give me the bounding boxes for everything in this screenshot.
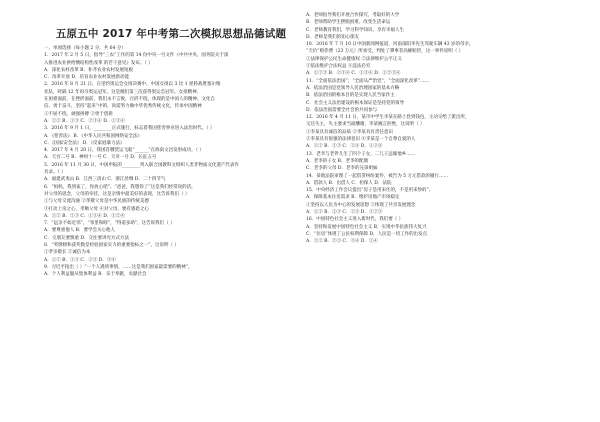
text-line: C．改革开放 D．培育农业农村发展新动能 <box>44 75 129 81</box>
text-line: ①与父母交流沟通 ②孝敬父母是中华民族的传统美德 <box>44 199 149 205</box>
text-line: 4．2017 年 4 月 20 日，我国首艘货运飞船“______”在海南文昌发射成功。（ ） <box>44 148 204 154</box>
text-line: 16．中国特色社会主义进入新时代，我们要（ ） <box>306 217 404 223</box>
text-line: 13．老李与老伴儿生了四个子女，二儿子远嫁他乡…… <box>306 151 416 157</box>
text-line: 12．2016 年 4 月 11 日，某市中学生李某在路上捡到钱包，主动交给了派出所， <box>306 115 470 121</box>
text-line: 15．中央经济工作会议提出“房子是用来住的，不是用来炒的”。 <box>306 188 434 194</box>
text-line: 在困难面前，在挫折面前，我们永不言败，百折不挠，体现的是中国人的精神、文化自 <box>44 97 215 103</box>
text-line: ③李某具有很强的法律意识 ④李某是一个自尊自爱的人 <box>306 137 416 143</box>
text-line: C．社会主义法治建设的根本保证是坚持党的领导 <box>306 100 404 106</box>
right-question-list <box>306 12 576 246</box>
text-line: 名录。（ ） <box>44 170 66 176</box>
text-line: A．①② B．①③ C．②④ D．①②④ <box>306 144 383 150</box>
text-line: A．老李的子女 B．老李的配偶 <box>306 158 368 164</box>
text-line: 8．“奖牌榜和获奖数是检验国家实力的重要指标之一”，这说明（ ） <box>44 243 179 249</box>
text-line: ③依法维护合法权益 ④违法必究 <box>306 64 371 70</box>
text-line: 2．2016 年 8 月 21 日，在里约奥运会女排决赛中，中国女排以 3 比 1 逆转战胜塞尔维 <box>44 82 221 88</box>
text-line: 对父母的思念，父母的牵挂，这是亲情中最美好的表现，这告诉我们（ ） <box>44 191 190 197</box>
text-line: A．《慈善法》 B．《中华人民共和国网络安全法》 <box>44 133 142 139</box>
left-column <box>44 0 298 279</box>
text-line: D．老师是我们的知心朋友 <box>306 34 360 40</box>
text-line: 1．2017 年 2 月 5 日，指导“三农”工作的第 14 份中央一号文件《中共中央、国务院关于深 <box>44 53 229 59</box>
text-line: 6．“妈妈，我到家了，你放心吧”、“爸爸，我想你了”这是我们经常说的话。 <box>44 184 196 190</box>
text-line: 14．某地法院审理了一起借贷纠纷案件，被告为 5 万元借款的履行…… <box>306 173 448 179</box>
text-line: A．①② B．②③ C．③④ D．①④ <box>306 239 378 245</box>
text-line: ①坚持以人民为中心的发展思想 ②体现了共享发展理念 <box>306 202 416 208</box>
text-line: C．“住房”体现了公民权利保障 D．人民是一切工作的出发点 <box>306 231 428 237</box>
text-line: ①不屈不挠，顽强拼搏 ②勇于创新 <box>44 111 113 117</box>
text-line: A．①② B．②③ C．①③④ D．①②④ <box>44 213 125 219</box>
text-line: 信。勇于奋斗，坚持“起来”中的，尚需努力做中华优秀传统文化，传承中国精神 <box>44 104 202 110</box>
text-line: 入推进农业供给侧结构性改革 的若干意见》发布。（ ） <box>44 60 153 66</box>
text-line: B．依法治国的根本目的是实现人民当家作主 <box>306 93 395 99</box>
text-line: C．老师教育我们，学习科学知识，享有幸福人生 <box>306 27 404 33</box>
text-line: A．福建武夷山 B．江西三清山 C．浙江丝绸 D．二十四节气 <box>44 177 166 183</box>
text-line: A．坚持和发展中国特色社会主义 B．实现中华民族伟大复兴 <box>306 224 427 230</box>
text-line: A．天宫二号 B．神州十一号 C．天舟一号 D．长征五号 <box>44 155 157 161</box>
text-line: A．老师指导我们开展合作探究，考取好的大学 <box>306 13 400 18</box>
text-line: 5．2016 年 11 月 30 日，中国申报的________列入联合国教科文组织人类非物质文化遗产代表作 <box>44 162 239 168</box>
exam-title: 五原五中 2017 年中考第二次模拟思想品德试题 <box>55 28 287 40</box>
text-line: ①法律保护公民生命健康权 ②法律维护公平正义 <box>306 56 402 62</box>
text-line: 11．“全面依法治国”，“全面从严治党”，“全面深化改革”…… <box>306 78 430 84</box>
text-line: A．①② B．①③ C．②③④ D．①③④ <box>44 118 125 124</box>
text-line: C．《国家安全法》 D．《反家庭暴力法》 <box>44 140 125 146</box>
left-question-list <box>44 45 298 279</box>
right-column <box>306 0 576 246</box>
text-line: C．老李的父母 D．老李的兄弟姐妹 <box>306 166 378 172</box>
text-line: 亚队，时隔 12 年再夺奥运冠军，这是她们第三次获得奥运会冠军。女排精神， <box>44 89 202 95</box>
text-line: 9．习近平指出（ ）“一个人遇到事情，……这是我们国家最需要的精神”。 <box>44 264 193 270</box>
text-line: A．个人利益服从集体利益 B．乐于奉献，贡献社会 <box>44 272 147 278</box>
text-line: ③打动上帝之心，孝顺父母 ④对父母，要有感恩之心 <box>44 206 149 212</box>
text-line: 7．“远亲不如近邻”，“邻里和睦”，“得道多助”，这告诉我们（ ） <box>44 221 175 227</box>
text-line: 10．2016 年 7 月 10 日中国新闻网报道，河南南阳李先生驾驶车辆 43 岁的母亲， <box>306 42 474 48</box>
text-line: A．①② B．①③ C．②③ D．③④ <box>44 257 116 263</box>
text-line: B．老师帮助学生摆脱困难，改变生活命运 <box>306 20 391 26</box>
text-line: A．依法治国是党领导人民治理国家的基本方略 <box>306 85 400 91</box>
text-line: 一、单项选择（每小题 2 分，共 64 分） <box>44 46 126 51</box>
text-line: A．深化农村改革 B．补齐农业农村发展短板 <box>44 67 133 73</box>
text-line: A．①② B．①③ C．②③ D．①②③ <box>306 210 383 216</box>
text-line: C．交朋友要慎重 D．交往要讲究方式方法 <box>44 235 129 241</box>
text-line: 3．2016 年 9 月 1 日，________正式施行，标志着我国慈善事业进入法治时代。（ ） <box>44 126 215 132</box>
text-line: D．依法治国需要全社会的共同参与 <box>306 107 378 113</box>
text-line: A．保障基本住房需求 B．维护房地产市场稳定 <box>306 195 400 201</box>
text-line: ①李某具有诚信的品质 ②李某具有责任意识 <box>306 129 393 135</box>
text-line: ①孝亲敬长 ②诚信为本 <box>44 250 91 256</box>
text-line: “天价”赔偿费（23 万元）所承受，判处了肇事者高额赔偿，这一事件说明（ ） <box>306 49 464 55</box>
text-line: 交还失主，失主要求当面酬谢，李某婉言拒绝，这说明（ ） <box>306 122 425 128</box>
text-line: A．①②③ B．②③④ C．①③④ D．①②③④ <box>306 71 401 77</box>
text-line: A．借款人 B．出借人 C．担保人 D．法院 <box>306 180 392 186</box>
text-line: A．要尊重他人 B．要学会关心他人 <box>44 228 115 234</box>
